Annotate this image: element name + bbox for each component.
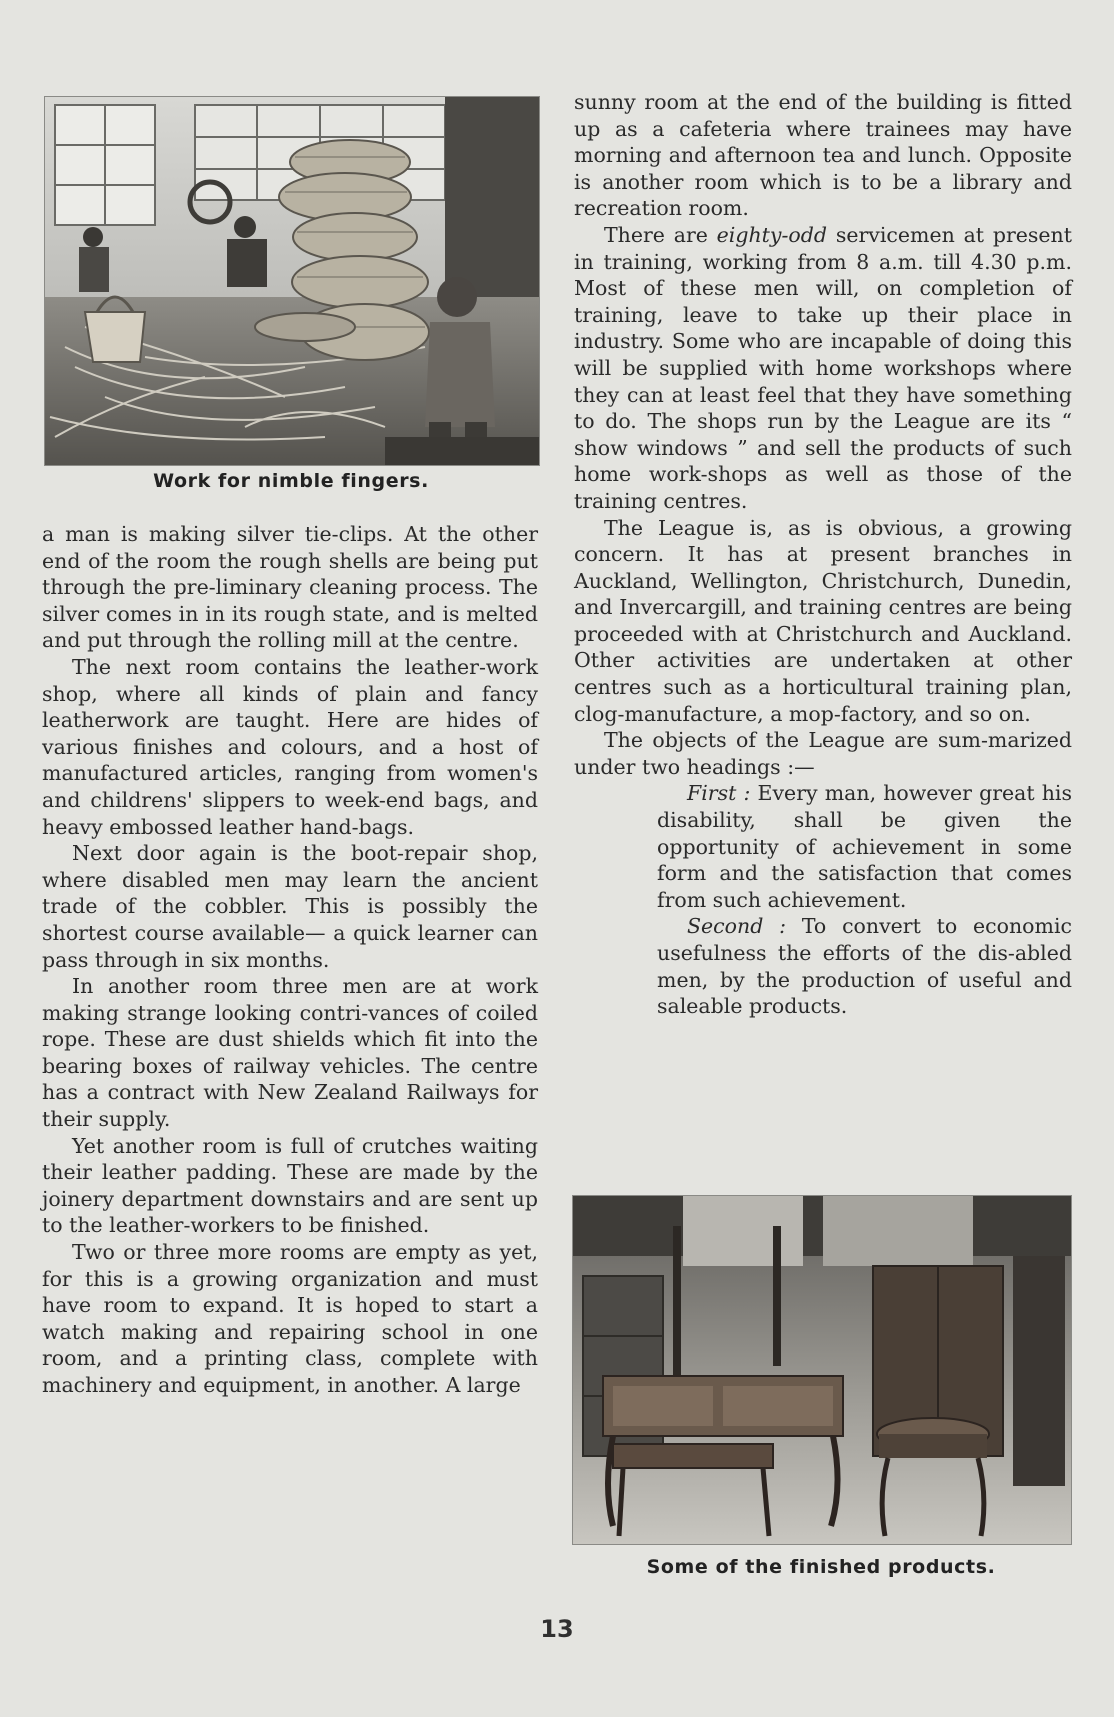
bottom-photo-caption: Some of the finished products. [646, 1556, 996, 1578]
paragraph-text: servicemen at present in training, working from 8 a.m. till 4.30 p.m. Most of these men will, on completion of training, leave to take up their place in industry. Some who are incapable of doing this will be supplied with home workshops where they can at least feel that they have something to do. The shops run by the League are its “ show windows ” and sell the products of such home work-shops as well as those of the training centres. [574, 222, 1072, 513]
paragraph: The next room contains the leather-work shop, where all kinds of plain and fancy leatherwork are taught. Here are hides of various finishes and colours, and a host of manufactured articles, ranging from women's and childrens' slippers to week-end bags, and heavy embossed leather hand-bags. [42, 654, 538, 839]
paragraph: sunny room at the end of the building is fitted up as a cafeteria where trainees may have morning and afternoon tea and lunch. Opposite is another room which is to be a library and recreation room. [574, 90, 1072, 221]
furniture-photo [572, 1195, 1072, 1545]
object-text: To convert to economic usefulness the efforts of the dis-abled men, by the production of useful and saleable products. [657, 914, 1072, 1019]
league-objects-list [574, 780, 1072, 1019]
paragraph [574, 222, 1072, 515]
top-photo-caption: Work for nimble fingers. [153, 470, 429, 492]
emphasis: eighty-odd [716, 222, 828, 247]
object-item [574, 913, 1072, 1019]
basket-workshop-illustration [45, 97, 539, 465]
paragraph-text: There are [604, 222, 717, 247]
object-label: Second : [687, 914, 787, 939]
page-number: 13 [540, 1615, 574, 1643]
paragraph: a man is making silver tie-clips. At the other end of the room the rough shells are being put through the pre-liminary cleaning process. The silver comes in in its rough state, and is melted and put through the rolling mill at the centre. [42, 522, 538, 653]
paragraph: In another room three men are at work making strange looking contri-vances of coiled rope. These are dust shields which fit into the bearing boxes of railway vehicles. The centre has a contract with New Zealand Railways for their supply. [42, 974, 538, 1132]
paragraph: Two or three more rooms are empty as yet, for this is a growing organization and must have room to expand. It is hoped to start a watch making and repairing school in one room, and a printing class, complete with machinery and equipment, in another. A large [42, 1240, 538, 1397]
object-text: Every man, however great his disability, shall be given the opportunity of achievement in some form and the satisfaction that comes from such achievement. [657, 781, 1072, 912]
left-column [42, 521, 538, 1399]
object-label: First : [687, 781, 751, 806]
basket-workshop-photo [44, 96, 540, 466]
paragraph: Next door again is the boot-repair shop, where disabled men may learn the ancient trade of the cobbler. This is possibly the shortest course available— a quick learner can pass through in six months. [42, 841, 538, 972]
paragraph: Yet another room is full of crutches waiting their leather padding. These are made by the joinery department downstairs and are sent up to the leather-workers to be finished. [42, 1133, 538, 1238]
right-column [574, 89, 1072, 1020]
paragraph: The League is, as is obvious, a growing concern. It has at present branches in Auckland, Wellington, Christchurch, Dunedin, and Invercargill, and training centres are being proceeded with at Christchurch and Auckland. Other activities are undertaken at other centres such as a horticultural training plan, clog-manufacture, a mop-factory, and so on. [574, 515, 1072, 726]
finished-furniture-illustration [573, 1196, 1071, 1544]
paragraph: The objects of the League are sum-marized under two headings :— [574, 728, 1072, 779]
object-item [574, 780, 1072, 913]
